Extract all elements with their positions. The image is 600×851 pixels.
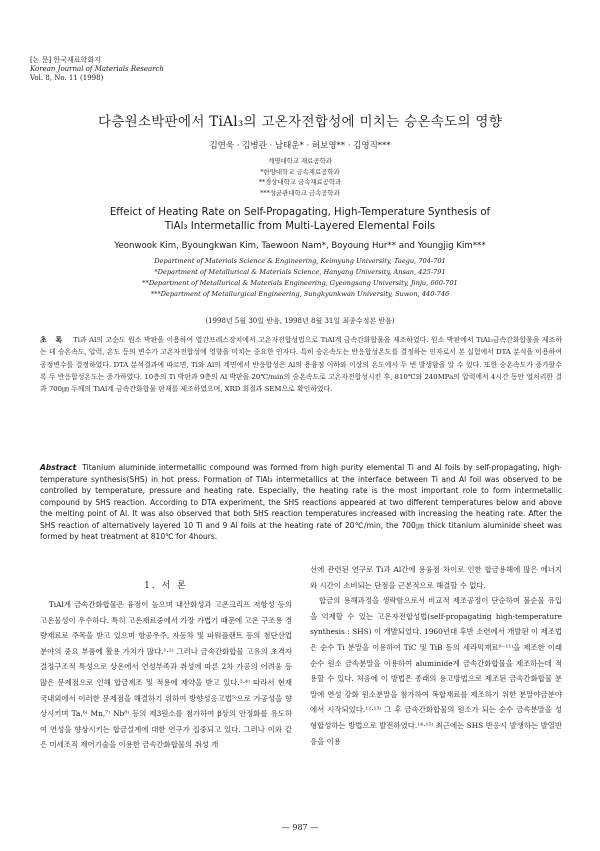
journal-name-english: Korean Journal of Materials Research bbox=[30, 65, 164, 73]
korean-abstract bbox=[40, 334, 562, 395]
korean-affiliation: **경상대학교 금속재료공학과 bbox=[258, 178, 342, 186]
korean-affiliation: ***성균관대학교 금속공학과 bbox=[260, 188, 340, 197]
english-affiliation: **Department of Metallurical & Materials Engineering, Gyeongsang University, Jinju, 660-701 bbox=[142, 279, 458, 287]
korean-title: 다층원소박판에서 TiAl₃의 고온자전합성에 미치는 승온속도의 영향 bbox=[97, 114, 503, 130]
english-abstract-label: Abstract bbox=[40, 463, 77, 472]
korean-affiliation: 계명대학교 재료공학과 bbox=[268, 157, 332, 165]
korean-affiliation: *한양대학교 금속재료공학과 bbox=[260, 167, 340, 176]
english-abstract bbox=[40, 462, 562, 543]
english-abstract-text: Titanium aluminide intermetallic compound was formed from high purity elemental Ti and Al foils by self-propagating, high-temperature synthesis(SHS) in hot press. Formation of TiAl₃ intermetallics at the interface between Ti and Al foil was observed to be controlled by temperature, pressure and heating rate. Especially, the heating rate is the most important role to form intermetallic compound by SHS reaction. According to DTA experiment, the SHS reactions appeared at two different temperatures below and above the melting point of Al. It was also observed that both SHS reaction temperatures increased with increasing the heating rate. After the SHS reaction of alternatively layered 10 Ti and 9 Al foils at the heating rate of 20℃/min, the 700㎛ thick titanium aluminide sheet was formed by heat treatment at 810℃ for 4hours. bbox=[40, 463, 562, 541]
korean-authors: 김연욱 · 김병관 · 남태운* · 허보영** · 김영직*** bbox=[209, 141, 391, 151]
body-right-column bbox=[310, 562, 562, 749]
english-title-line: TiAl₃ Intermetallic from Multi-Layered Elemental Foils bbox=[164, 221, 436, 232]
english-affiliations bbox=[0, 256, 600, 300]
body-paragraph: 선에 관련된 연구로 Ti과 Al간에 용융점 차이로 인한 합금용해에 많은 에너지와 시간이 소비되는 단점을 근본적으로 해결할 수 없다. bbox=[310, 565, 562, 590]
english-title bbox=[0, 206, 600, 234]
english-authors: Yeonwook Kim, Byoungkwan Kim, Taewoon Nam*, Boyoung Hur** and Youngjig Kim*** bbox=[114, 241, 486, 251]
korean-abstract-text: Ti과 Al의 고순도 원소 박판을 이용하여 열간프레스장치에서 고온자전합성법으로 TiAl계 금속간화합물을 제조하였다. 원소 박판에서 TiAl₃금속간화합물을 제조하는 데 승온속도, 압력, 온도 등의 변수가 고온자전합성에 영향을 미치는 중요한 인자다. 특히 승온속도는 반응합성온도를 결정하는 인자로서 본 실험에서 DTA 분석을 이용하여 공정변수를 결정하였다. DTA 분석결과에 따르면, Ti와 Al의 계면에서 반응합성은 Al의 용융점 이하와 이상의 온도에서 두 번 발생함을 알 수 있다. 또한 승온속도가 증가할수록 두 반응합성온도는 증가하였다. 10층의 Ti 박판과 9층의 Al 박판을 20℃/min의 승온속도로 고온자전합성시킨 후, 810℃와 240MPa의 압력에서 4시간 동안 열처리한 결과 700㎛ 두께의 TiAl계 금속간화합물 판재를 제조하였으며, XRD 회절과 SEM으로 확인하였다. bbox=[40, 336, 562, 394]
page-number: — 987 — bbox=[281, 823, 319, 832]
journal-volume: Vol. 8, No. 11 (1998) bbox=[30, 74, 104, 82]
english-title-line: Effeict of Heating Rate on Self-Propagating, High-Temperature Synthesis of bbox=[109, 207, 491, 218]
body-paragraph: 합금의 용해과정을 생략함으로서 비교적 제조공정이 단순하며 불순물 유입을 억제할 수 있는 고온자전합성법(self-propagating high-temperature synthesis : SHS) 이 개발되었다. 1960년대 후반 소련에서 개발된 이 제조법은 순수 Ti 분말을 이용하여 TiC 및 TiB 등의 세라믹재료⁹⁻¹¹⁾을 제조한 이래 순수 원소 금속분말을 이용하여 aluminide계 금속간화합물을 제조하는데 적용할 수 있다. 처음에 이 방법은 종래의 용고방법으로 제조된 금속간화합물 분말에 연성 강화 원소분말을 첨가하여 복합재료를 제조하기 위한 분말야금분야에서 시작되었다.¹²·¹³⁾ 그 후 금속간화합물의 원소가 되는 순수 금속분말을 성형합성하는 방법으로 발전하였다.¹⁴·¹⁵⁾ 최근에는 SHS 반응시 발생하는 발열반응을 이용 bbox=[310, 596, 562, 746]
body-paragraph: TiAl계 금속간화합물은 융점이 높으며 내산화성과 고온크리프 저항성 등의 고온물성이 우수하다. 특히 고온재료중에서 가장 가볍기 때문에 고온 구조용 경량재료로 주목을 받고 있으며 항공우주, 자동차 및 파워플랜트 등의 첨단산업 분야의 중요 부품에 활용 가치가 많다.¹·²⁾ 그러나 금속간화합물 고유의 초격자 결정구조적 특성으로 상온에서 연성부족과 취성에 따른 2차 가공의 어려움 등 많은 문제점으로 인해 합금제조 및 적용에 제약을 받고 있다.³·⁴⁾ 따라서 현재 국내외에서 이러한 문제점을 해결하기 위하여 방향성응고법⁵⁾으로 가공성을 향상시키며 Ta,⁶⁾ Mn,⁷⁾ Nb⁸⁾ 등의 제3원소를 첨가하여 β상의 안정화를 유도하여 연성을 향상시키는 합금설계에 대한 연구가 집중되고 있다. 그러나 이와 같은 미세조직 제어기술을 이용한 금속간화합물의 취성 개 bbox=[40, 600, 292, 750]
journal-name-korean: [논 문] 한국재료학회지 bbox=[30, 56, 101, 64]
english-affiliation: *Department of Metallurical & Materials Science, Hanyang University, Ansan, 425-791 bbox=[154, 268, 446, 276]
korean-abstract-label: 초 록 bbox=[40, 336, 66, 344]
english-affiliation: Department of Materials Science & Engineering, Keimyung University, Taegu, 704-701 bbox=[154, 257, 446, 265]
korean-affiliations bbox=[0, 156, 600, 198]
body-left-column bbox=[40, 597, 292, 753]
section-heading: 1. 서 론 bbox=[144, 581, 188, 591]
received-date: (1998년 5월 30일 받음, 1998년 8월 31일 최종수정본 받음) bbox=[205, 317, 395, 325]
english-affiliation: ***Department of Metallurgical Engineering, Sungkyunkwan University, Suwon, 440-746 bbox=[150, 290, 450, 298]
journal-header bbox=[30, 56, 164, 83]
